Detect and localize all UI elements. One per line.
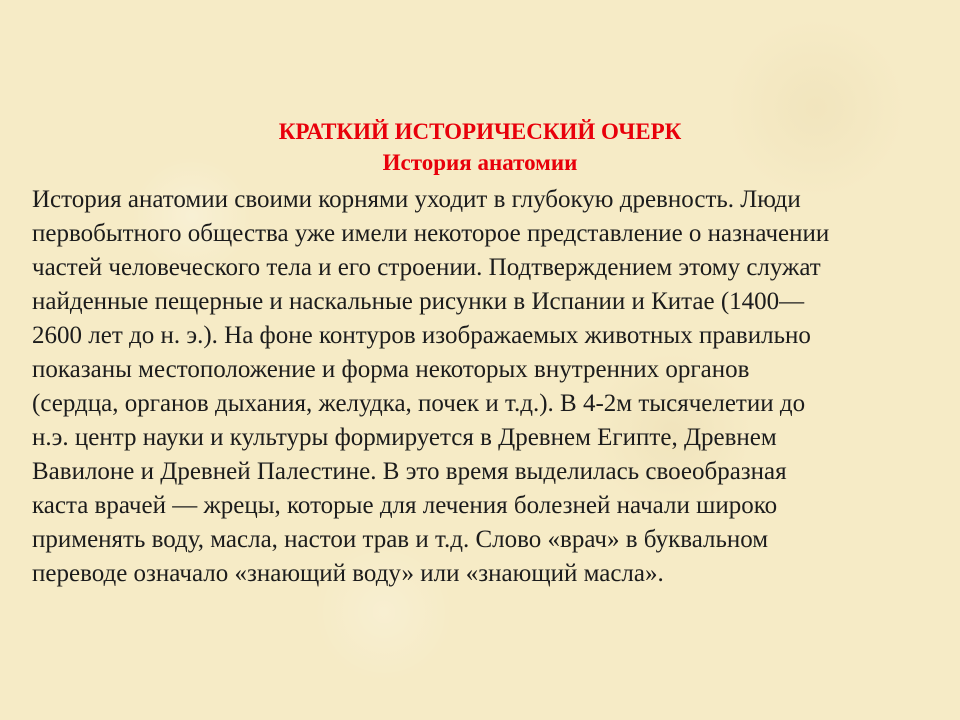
body-line: каста врачей — жрецы, которые для лечения болезней начали широко	[32, 492, 778, 519]
body-line: История анатомии своими корнями уходит в глубокую древность. Люди	[32, 186, 801, 213]
body-line: частей человеческого тела и его строении. Подтверждением этому служат	[32, 254, 821, 281]
body-line: Вавилоне и Древней Палестине. В это время выделилась своеобразная	[32, 458, 787, 485]
body-line: показаны местоположение и форма некоторых внутренних органов	[32, 356, 750, 383]
body-paragraph	[32, 183, 932, 591]
slide-title: КРАТКИЙ ИСТОРИЧЕСКИЙ ОЧЕРК	[278, 119, 682, 144]
body-line: переводе означало «знающий воду» или «знающий масла».	[32, 560, 664, 587]
body-line: первобытного общества уже имели некоторое представление о назначении	[32, 220, 830, 247]
body-line: найденные пещерные и наскальные рисунки в Испании и Китае (1400—	[32, 288, 805, 315]
body-line: применять воду, масла, настои трав и т.д. Слово «врач» в буквальном	[32, 526, 769, 553]
body-line: 2600 лет до н. э.). На фоне контуров изображаемых животных правильно	[32, 322, 811, 349]
body-line: н.э. центр науки и культуры формируется в Древнем Египте, Древнем	[32, 424, 777, 451]
slide-subtitle: История анатомии	[382, 150, 578, 175]
body-line: (сердца, органов дыхания, желудка, почек и т.д.). В 4-2м тысячелетии до	[32, 390, 806, 417]
